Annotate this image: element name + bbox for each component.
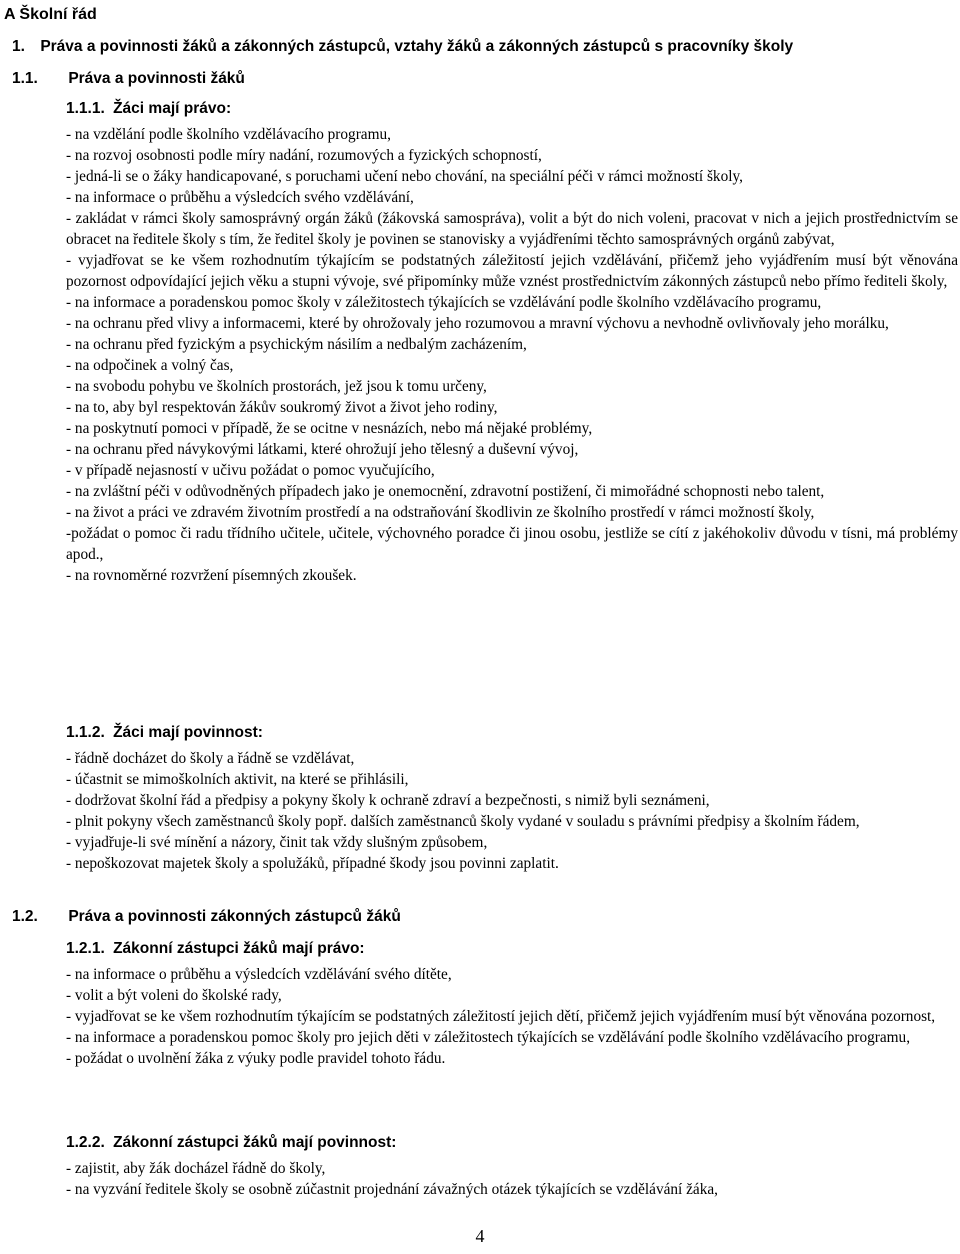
list-item: - na rovnoměrné rozvržení písemných zkoušek. [66,567,357,584]
list-item: - na poskytnutí pomoci v případě, že se ocitne v nesnázích, nebo má nějaké problémy, [66,420,593,437]
list-item: - na informace o průběhu a výsledcích vzdělávání svého dítěte, [66,966,452,983]
list-item: - zajistit, aby žák docházel řádně do školy, [66,1160,326,1177]
section-1-1-heading [12,68,245,89]
student-duties-list [66,748,958,874]
section-number: 1.1. [12,70,38,87]
list-item: - na informace o průběhu a výsledcích svého vzdělávání, [66,189,414,206]
section-number: 1. [12,38,25,55]
list-item: - řádně docházet do školy a řádně se vzdělávat, [66,750,355,767]
section-1-2-heading [12,906,401,927]
list-item: - vyjadřovat se ke všem rozhodnutím týkajícím se podstatných záležitostí jejich vzdělávání, přičemž jeho vyjádřením musí být věnována pozornost odpovídající jejich věku a stupni vývoje, své připomínky může vznést prostřednictvím zákonných zástupců nebo přímo řediteli školy, [66,252,958,290]
list-item: - na informace a poradenskou pomoc školy pro jejich děti v záležitostech týkajících se vzdělávání podle školního vzdělávacího programu, [66,1029,911,1046]
list-item: - na ochranu před vlivy a informacemi, které by ohrožovaly jeho rozumovou a mravní výchovu a nevhodně ovlivňovaly jeho morálku, [66,315,889,332]
list-item: - na vyzvání ředitele školy se osobně zúčastnit projednání závažných otázek týkajících se vzdělávání žáka, [66,1181,718,1198]
list-item: - na informace a poradenskou pomoc školy v záležitostech týkajících se vzdělávání podle školního vzdělávacího programu, [66,294,822,311]
list-item: - vyjadřuje-li své mínění a názory, činit tak vždy slušným způsobem, [66,834,488,851]
section-1-1-1-heading [66,98,231,119]
guardian-duties-list [66,1158,958,1200]
list-item: - požádat o uvolnění žáka z výuky podle pravidel tohoto řádu. [66,1050,446,1067]
section-number: 1.2.2. [66,1134,105,1151]
list-item: - na život a práci ve zdravém životním prostředí a na odstraňování škodlivin ze školního prostředí v rámci možností školy, [66,504,815,521]
section-title: Zákonní zástupci žáků mají právo: [113,940,365,957]
list-item: - plnit pokyny všech zaměstnanců školy popř. dalších zaměstnanců školy vydané v souladu s právními předpisy a školním řádem, [66,813,860,830]
section-number: 1.1.1. [66,100,105,117]
list-item: -požádat o pomoc či radu třídního učitele, učitele, výchovného poradce či jinou osobu, jestliže se cítí z jakéhokoliv důvodu v tísni, má problémy apod., [66,525,958,563]
list-item: - jedná-li se o žáky handicapované, s poruchami učení nebo chování, na speciální péči v rámci možností školy, [66,168,743,185]
student-rights-list [66,124,958,586]
section-title: Žáci mají právo: [113,100,232,117]
document-title: A Školní řád [4,6,97,23]
list-item: - v případě nejasností v učivu požádat o pomoc vyučujícího, [66,462,435,479]
page-number: 4 [475,1226,485,1246]
list-item: - zakládat v rámci školy samosprávný orgán žáků (žákovská samospráva), volit a být do nich voleni, pracovat v nich a jejich prostřednictvím se obracet na ředitele školy s tím, že ředitel školy je povinen se stanovisky a vyjádřeními těchto samosprávných orgánů zabývat, [66,210,958,248]
list-item: - volit a být voleni do školské rady, [66,987,282,1004]
section-1-2-1-heading [66,938,365,959]
list-item: - na to, aby byl respektován žákův soukromý život a život jeho rodiny, [66,399,498,416]
list-item: - na ochranu před návykovými látkami, které ohrožují jeho tělesný a duševní vývoj, [66,441,579,458]
list-item: - na vzdělání podle školního vzdělávacího programu, [66,126,391,143]
list-item: - na ochranu před fyzickým a psychickým násilím a nedbalým zacházením, [66,336,527,353]
list-item: - účastnit se mimoškolních aktivit, na které se přihlásili, [66,771,409,788]
list-item: - nepoškozovat majetek školy a spolužáků, případné škody jsou povinni zaplatit. [66,855,559,872]
section-1-2-2-heading [66,1132,396,1153]
section-1-1-2-heading [66,722,263,743]
section-title: Práva a povinnosti žáků [68,70,245,87]
list-item: - dodržovat školní řád a předpisy a pokyny školy k ochraně zdraví a bezpečnosti, s nimiž byli seznámeni, [66,792,710,809]
list-item: - na svobodu pohybu ve školních prostorách, jež jsou k tomu určeny, [66,378,487,395]
list-item: - na zvláštní péči v odůvodněných případech jako je onemocnění, zdravotní postižení, či mimořádné schopnosti nebo talent, [66,483,825,500]
list-item: - na rozvoj osobnosti podle míry nadání, rozumových a fyzických schopností, [66,147,542,164]
section-number: 1.2.1. [66,940,105,957]
section-number: 1.2. [12,908,38,925]
guardian-rights-list [66,964,958,1069]
section-title: Práva a povinnosti žáků a zákonných zástupců, vztahy žáků a zákonných zástupců s pracovníky školy [40,38,794,55]
section-number: 1.1.2. [66,724,105,741]
section-title: Zákonní zástupci žáků mají povinnost: [113,1134,397,1151]
section-1-heading [12,36,793,57]
list-item: - vyjadřovat se ke všem rozhodnutím týkajícím se podstatných záležitostí jejich dětí, přičemž jejich vyjádřením musí být věnována pozornost, [66,1008,936,1025]
section-title: Práva a povinnosti zákonných zástupců žáků [68,908,401,925]
list-item: - na odpočinek a volný čas, [66,357,234,374]
section-title: Žáci mají povinnost: [113,724,263,741]
